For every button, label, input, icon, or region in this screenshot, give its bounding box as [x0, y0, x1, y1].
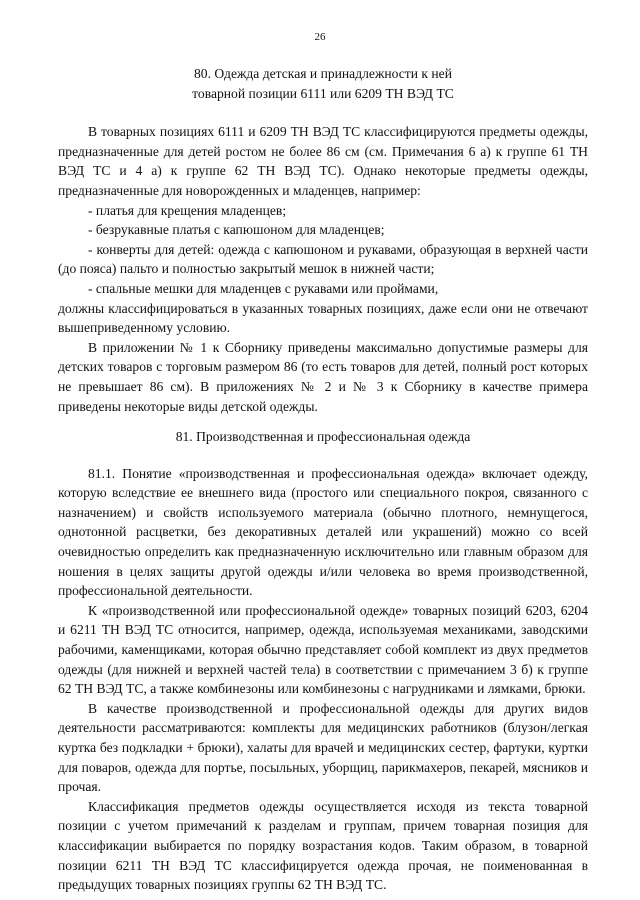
section-81-paragraph-2: К «производственной или профессиональной одежде» товарных позиций 6203, 6204 и 6211 ТН ВЭД ТС относится, например, одежда, используемая механиками, заводскими рабочими, каменщиками, которая обычно представляет собой комплект из двух предметов одежды (для нижней и верхней частей тела) в соответствии с примечанием 3 б) к группе 62 ТН ВЭД ТС, а также комбинезоны или комбинезоны с нагрудниками и лямками, брюки. — [58, 602, 588, 697]
page-content — [58, 64, 588, 895]
section-81-paragraph-3: В качестве производственной и профессиональной одежды для других видов деятельности рассматриваются: комплекты для медицинских работников (блузон/легкая куртка без подкладки + брюки), халаты для врачей и медицинских сестер, фартуки, куртки для поваров, одежда для портье, посыльных, уборщиц, парикмахеров, пекарей, мясников и прочая. — [58, 700, 588, 795]
page-number: 26 — [314, 31, 326, 43]
section-80-title-line1: 80. Одежда детская и принадлежности к ней — [194, 66, 452, 81]
section-80-conclusion: должны классифицироваться в указанных товарных позициях, даже если они не отвечают вышеприведенному условию. — [58, 300, 588, 336]
section-80-appendix-paragraph: В приложении № 1 к Сборнику приведены максимально допустимые размеры для детских товаров с торговым размером 86 (то есть товаров для детей, полный рост которых не превышает 86 см). В приложениях № 2 и № 3 к Сборнику в качестве примера приведены некоторые виды детской одежды. — [58, 339, 588, 414]
list-item: - спальные мешки для младенцев с рукавами или проймами, — [88, 280, 439, 296]
section-81-heading: 81. Производственная и профессиональная одежда — [175, 429, 471, 445]
list-item: - конверты для детей: одежда с капюшоном и рукавами, образующая в верхней части (до пояса) пальто и полностью закрытый мешок в нижней части; — [58, 241, 588, 277]
list-item: - платья для крещения младенцев; — [88, 202, 287, 218]
section-80-title-line2: товарной позиции 6111 или 6209 ТН ВЭД ТС — [192, 85, 454, 101]
section-80-heading — [58, 64, 588, 103]
section-81-paragraph-1: 81.1. Понятие «производственная и профессиональная одежда» включает одежду, которую вследствие ее внешнего вида (простого или специального покроя, связанного с назначением) и свойств используемого материала (обычно плотного, немнущегося, однотонной расцветки, без декоративных деталей или украшений) можно со всей очевидностью определить как предназначенную исключительно или главным образом для ношения в целях защиты другой одежды и/или человека во время производственной, профессиональной деятельности. — [58, 465, 588, 599]
section-80-intro: В товарных позициях 6111 и 6209 ТН ВЭД ТС классифицируются предметы одежды, предназначенные для детей ростом не более 86 см (см. Примечания 6 а) к группе 61 ТН ВЭД ТС и 4 а) к группе 62 ТН ВЭД ТС). Однако некоторые предметы одежды, предназначенные для новорожденных и младенцев, например: — [58, 124, 588, 198]
section-81-paragraph-4: Классификация предметов одежды осуществляется исходя из текста товарной позиции с учетом примечаний к разделам и группам, причем товарная позиция для классификации выбирается по порядку возрастания кодов. Таким образом, в товарной позиции 6211 ТН ВЭД ТС классифицируется одежда прочая, не поименованная в предыдущих товарных позициях группы 62 ТН ВЭД ТС. — [58, 798, 588, 893]
list-item: - безрукавные платья с капюшоном для младенцев; — [88, 222, 385, 238]
